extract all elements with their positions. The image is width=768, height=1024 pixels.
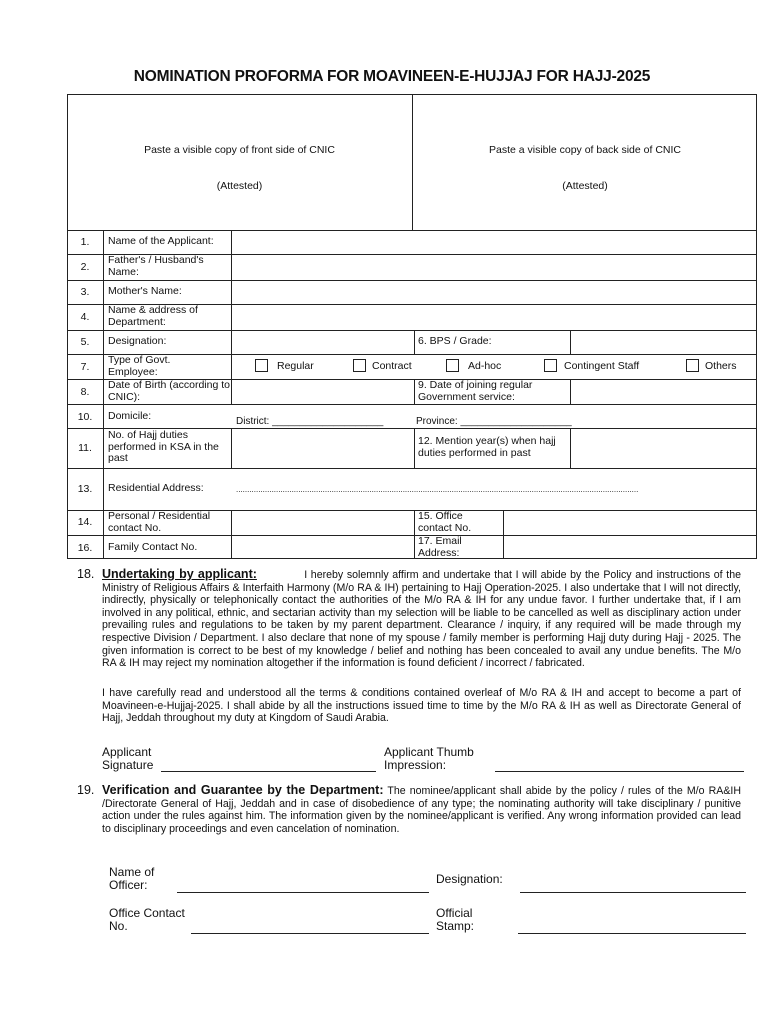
residential-address-label: Residential Address: xyxy=(108,482,204,494)
adhoc-option-label: Ad-hoc xyxy=(468,360,502,372)
hajj-duty-years-label: 12. Mention year(s) when hajj duties performed in past xyxy=(418,435,556,459)
mid-col-divider xyxy=(570,428,571,468)
office-contact-sig-label: Office Contact No. xyxy=(109,906,185,933)
officer-name-line[interactable] xyxy=(177,892,429,893)
office-contact-sig-line[interactable] xyxy=(191,933,429,934)
label-col-divider xyxy=(231,510,232,559)
personal-contact-label: Personal / Residential contact No. xyxy=(108,510,211,534)
row-number: 10. xyxy=(77,411,93,423)
row-number: 14. xyxy=(77,516,93,528)
applicant-name-field[interactable] xyxy=(233,231,755,253)
father-husband-name-field[interactable] xyxy=(233,255,755,279)
applicant-signature-label: Applicant Signature xyxy=(102,745,154,772)
cnic-front-box[interactable] xyxy=(67,94,413,230)
hajj-duty-years-field[interactable] xyxy=(572,430,755,467)
label-col-divider xyxy=(231,428,232,468)
province-field[interactable]: Province: ____________________ xyxy=(416,416,572,427)
mid-col-divider xyxy=(414,379,415,404)
contingent-staff-checkbox[interactable] xyxy=(544,359,557,372)
official-stamp-line[interactable] xyxy=(518,933,746,934)
mid-col-divider xyxy=(570,379,571,404)
domicile-label: Domicile: xyxy=(108,410,152,422)
mother-name-label: Mother's Name: xyxy=(108,285,182,297)
row-number: 8. xyxy=(80,386,90,398)
row-number: 11. xyxy=(78,442,92,454)
cnic-front-attested: (Attested) xyxy=(216,180,263,192)
section-number: 18. xyxy=(77,567,95,581)
family-contact-label: Family Contact No. xyxy=(108,541,198,553)
row-number: 16. xyxy=(77,542,93,554)
contingent-staff-option-label: Contingent Staff xyxy=(564,360,640,372)
verification-heading: Verification and Guarantee by the Department: xyxy=(102,783,384,797)
regular-option-label: Regular xyxy=(277,360,314,372)
cnic-back-attested: (Attested) xyxy=(562,180,608,192)
verification-paragraph xyxy=(102,784,741,835)
joining-date-field[interactable] xyxy=(572,380,755,403)
email-label: 17. Email Address: xyxy=(418,535,462,559)
row-number: 7. xyxy=(80,361,90,373)
row-number: 4. xyxy=(80,311,90,323)
designation-sig-label: Designation: xyxy=(436,872,503,886)
office-contact-label: 15. Office contact No. xyxy=(418,510,472,534)
dob-label: Date of Birth (according to CNIC): xyxy=(108,379,230,403)
undertaking-body-1: I hereby solemnly affirm and undertake that I will abide by the Policy and instructions of the Ministry of Religious Affairs & Interfaith Harmony (M/o RA & IH) pertaining to Hajj Operation-2025. I also undertake that I will not directly, indirectly, physically or telephonically contact the authorities of the M/o RA & IH for any undue favor. I further undertake that, if I am involved in any political, ethnic, and sectarian activity than my selection will be liable to be cancelled as well as disciplinary action under prevailing rules and regulations to be taken by my parent department. Clearance / inquiry, if any required will be made through my respective Division / Department. I also declare that none of my spouse / family member is performing Hajj duty during Hajj - 2025. The given information is correct to be best of my knowledge / belief and nothing has been concealed to avail any undue benefits. The M/o RA & IH may reject my nomination altogether if the information is found deficient / incorrect / fabricated. xyxy=(102,569,741,670)
department-label: Name & address of Department: xyxy=(108,304,198,328)
cnic-back-label: Paste a visible copy of back side of CNIC xyxy=(488,144,681,156)
department-field[interactable] xyxy=(233,305,755,329)
others-option-label: Others xyxy=(705,360,737,372)
applicant-signature-line[interactable] xyxy=(161,771,376,772)
bps-grade-label: 6. BPS / Grade: xyxy=(418,335,492,347)
dob-field[interactable] xyxy=(233,380,413,403)
row-divider xyxy=(67,468,757,469)
applicant-thumb-label: Applicant Thumb Impression: xyxy=(384,745,474,772)
mother-name-field[interactable] xyxy=(233,281,755,303)
officer-name-label: Name of Officer: xyxy=(109,865,155,892)
designation-label: Designation: xyxy=(108,335,167,347)
hajj-duties-count-label: No. of Hajj duties performed in KSA in the past xyxy=(108,429,219,464)
email-field[interactable] xyxy=(505,536,755,558)
row-number: 1. xyxy=(80,236,90,248)
page-title: NOMINATION PROFORMA FOR MOAVINEEN-E-HUJJAJ FOR HAJJ-2025 xyxy=(133,68,651,85)
contract-checkbox[interactable] xyxy=(353,359,366,372)
section-number: 19. xyxy=(77,783,95,797)
undertaking-body-2: I have carefully read and understood all the terms & conditions contained overleaf of M/o RA & IH and accept to become a part of Moavineen-e-Hujjaj-2025. I shall abide by all the instructions issued time to time by the M/o RA & IH as well as Directorate General of Hajj, Jeddah throughout my duty at Kingdom of Saudi Arabia. xyxy=(102,687,741,725)
father-husband-name-label: Father's / Husband's Name: xyxy=(108,254,204,278)
others-checkbox[interactable] xyxy=(686,359,699,372)
employee-type-label: Type of Govt. Employee: xyxy=(108,354,171,378)
mid-col-divider xyxy=(503,510,504,559)
designation-sig-line[interactable] xyxy=(520,892,746,893)
joining-date-label: 9. Date of joining regular Government service: xyxy=(418,379,533,403)
designation-field[interactable] xyxy=(233,331,413,353)
mid-col-divider xyxy=(414,428,415,468)
mid-col-divider xyxy=(414,330,415,354)
cnic-back-box[interactable] xyxy=(413,94,757,230)
row-number: 5. xyxy=(80,336,90,348)
label-col-divider xyxy=(231,230,232,405)
personal-contact-field[interactable] xyxy=(233,511,413,534)
applicant-thumb-line[interactable] xyxy=(495,771,744,772)
office-contact-field[interactable] xyxy=(505,511,755,534)
row-number: 3. xyxy=(80,286,90,298)
adhoc-checkbox[interactable] xyxy=(446,359,459,372)
mid-col-divider xyxy=(570,330,571,354)
row-number: 2. xyxy=(80,261,90,273)
residential-address-field[interactable]: ..................................................................................................................................................................................... xyxy=(236,485,639,494)
official-stamp-label: Official Stamp: xyxy=(436,906,475,933)
cnic-front-label: Paste a visible copy of front side of CNIC xyxy=(144,144,335,156)
hajj-duties-count-field[interactable] xyxy=(233,430,413,467)
undertaking-paragraph xyxy=(102,568,741,670)
family-contact-field[interactable] xyxy=(233,536,413,558)
mid-col-divider xyxy=(414,510,415,559)
verification-body: The nominee/applicant shall abide by the policy / rules of the M/o RA&IH /Directorate General of Hajj, Jeddah and in case of disobedience of any type; the nominating authority will take disciplinary / punitive action under the rules against him. The information given by the nominee/applicant is verified. Any wrong information provided can lead to disciplinary proceedings and even cancelation of nomination. xyxy=(102,785,741,835)
undertaking-heading: Undertaking by applicant: xyxy=(102,567,257,581)
num-col-divider xyxy=(103,230,104,559)
district-field[interactable]: District: ____________________ xyxy=(236,416,384,427)
applicant-name-label: Name of the Applicant: xyxy=(108,235,214,247)
regular-checkbox[interactable] xyxy=(255,359,268,372)
row-divider xyxy=(67,404,757,405)
contract-option-label: Contract xyxy=(372,360,412,372)
row-number: 13. xyxy=(77,483,93,495)
bps-grade-field[interactable] xyxy=(572,331,755,353)
